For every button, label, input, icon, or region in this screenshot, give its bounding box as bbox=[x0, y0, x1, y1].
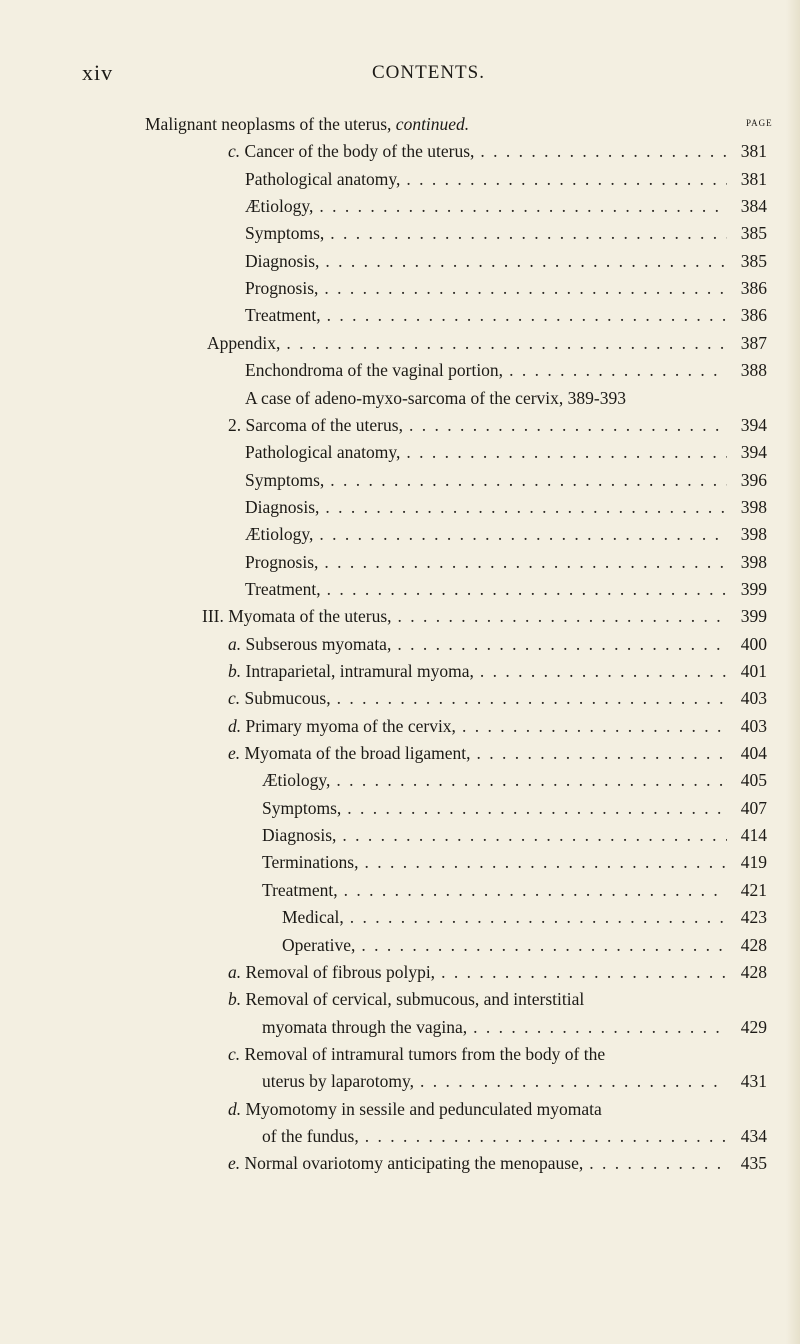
toc-entry-page: 399 bbox=[740, 578, 767, 599]
toc-entry-text: Submucous, bbox=[244, 688, 331, 709]
toc-entry bbox=[245, 358, 767, 382]
leader-dots bbox=[467, 1015, 727, 1039]
leader-dots bbox=[344, 905, 727, 929]
page-number: xiv bbox=[82, 60, 114, 85]
toc-entry bbox=[245, 440, 767, 464]
toc-entry bbox=[228, 632, 767, 656]
toc-entry-label bbox=[145, 112, 469, 136]
toc-entry-text: Ætiology, bbox=[245, 524, 314, 545]
page-header bbox=[82, 60, 722, 90]
toc-entry-text: Terminations, bbox=[262, 852, 359, 873]
toc-entry bbox=[207, 331, 767, 355]
toc-entry-prefix: d. bbox=[228, 715, 242, 736]
toc-entry-page: 414 bbox=[740, 825, 767, 846]
toc-entry-label bbox=[245, 221, 324, 245]
toc-entry-prefix: a. bbox=[228, 961, 242, 982]
toc-entry-page: 428 bbox=[740, 934, 767, 955]
leader-dots bbox=[400, 440, 727, 464]
toc-entry-prefix: a. bbox=[228, 633, 242, 654]
toc-entry-page: 435 bbox=[740, 1153, 767, 1174]
toc-entry-page: 429 bbox=[740, 1016, 767, 1037]
toc-entry bbox=[245, 386, 767, 410]
toc-entry-label bbox=[262, 823, 336, 847]
toc-entry-text: Appendix, bbox=[207, 332, 281, 353]
toc-entry-text: A case of adeno-myxo-sarcoma of the cervix, 389-393 bbox=[245, 387, 626, 408]
toc-entry-text: Cancer of the body of the uterus, bbox=[244, 141, 475, 162]
toc-entry-page: 434 bbox=[740, 1125, 767, 1146]
leader-dots bbox=[324, 468, 727, 492]
toc-entry-label bbox=[245, 194, 313, 218]
toc-entry-text: Pathological anatomy, bbox=[245, 168, 401, 189]
toc-entry-italic: continued. bbox=[395, 114, 470, 134]
leader-dots bbox=[318, 276, 727, 300]
leader-dots bbox=[319, 249, 727, 273]
toc-entry-page: 386 bbox=[740, 305, 767, 326]
leader-dots bbox=[471, 741, 727, 765]
toc-entry bbox=[228, 960, 767, 984]
toc-entry-text: Primary myoma of the cervix, bbox=[245, 715, 456, 736]
leader-dots bbox=[456, 714, 727, 738]
leader-dots bbox=[330, 768, 727, 792]
toc-entry-label bbox=[228, 659, 474, 683]
toc-entry-page: 394 bbox=[740, 442, 767, 463]
toc-entry-prefix: b. bbox=[228, 989, 242, 1010]
leader-dots bbox=[403, 413, 727, 437]
leader-dots bbox=[336, 823, 727, 847]
leader-dots bbox=[392, 604, 727, 628]
toc-entry-text: Removal of cervical, submucous, and interstitial bbox=[245, 989, 585, 1010]
toc-entry-page: 396 bbox=[740, 469, 767, 490]
leader-dots bbox=[280, 331, 727, 355]
toc-entry-text: Enchondroma of the vaginal portion, bbox=[245, 360, 504, 381]
toc-entry-text: Myomotomy in sessile and pedunculated myomata bbox=[245, 1098, 602, 1119]
toc-entry-page: 423 bbox=[740, 907, 767, 928]
page-edge-shadow bbox=[786, 0, 800, 1344]
leader-dots bbox=[400, 167, 727, 191]
leader-dots bbox=[313, 194, 727, 218]
toc-entry-page: 401 bbox=[740, 661, 767, 681]
toc-entry bbox=[245, 468, 767, 492]
toc-entry-label bbox=[245, 386, 626, 410]
toc-entry bbox=[245, 276, 767, 300]
toc-entry-text: Normal ovariotomy anticipating the menopause, bbox=[244, 1153, 584, 1174]
toc-entry bbox=[228, 139, 767, 163]
toc-entry-label bbox=[262, 1015, 467, 1039]
toc-entry-page: 403 bbox=[740, 715, 767, 736]
toc-entry-label bbox=[228, 686, 331, 710]
toc-entry-page: 387 bbox=[740, 332, 767, 353]
toc-entry bbox=[228, 686, 767, 710]
toc-entry bbox=[262, 1069, 767, 1093]
toc-entry-page: 381 bbox=[740, 141, 767, 162]
toc-entry-text: Sarcoma of the uterus, bbox=[245, 414, 403, 435]
leader-dots bbox=[313, 522, 727, 546]
toc-entry-label bbox=[245, 167, 400, 191]
toc-entry bbox=[228, 1097, 767, 1121]
toc-entry-text: Diagnosis, bbox=[245, 496, 320, 517]
toc-entry-label bbox=[228, 714, 456, 738]
toc-entry-label bbox=[262, 1069, 414, 1093]
toc-entry bbox=[228, 1151, 767, 1175]
toc-entry-text: Removal of fibrous polypi, bbox=[245, 961, 436, 982]
toc-entry bbox=[228, 741, 767, 765]
toc-entry-text: Malignant neoplasms of the uterus, bbox=[145, 114, 396, 134]
leader-dots bbox=[341, 796, 727, 820]
toc-entry-prefix: c. bbox=[228, 688, 241, 709]
leader-dots bbox=[358, 850, 727, 874]
toc-entry bbox=[262, 850, 767, 874]
toc-entry-label bbox=[228, 1042, 605, 1066]
toc-entry-label bbox=[207, 331, 280, 355]
toc-entry bbox=[245, 550, 767, 574]
toc-entry-label bbox=[245, 468, 324, 492]
toc-entry bbox=[245, 495, 767, 519]
toc-entry-label bbox=[245, 358, 503, 382]
toc-entry-label bbox=[245, 495, 319, 519]
toc-entry-label bbox=[228, 139, 474, 163]
toc-entry-label bbox=[228, 741, 471, 765]
toc-entry-text: of the fundus, bbox=[262, 1125, 359, 1146]
toc-entry-page: 431 bbox=[740, 1071, 767, 1092]
toc-entry-label bbox=[202, 604, 392, 628]
running-title: CONTENTS. bbox=[372, 62, 485, 83]
toc-entry-label bbox=[262, 796, 341, 820]
toc-entry-text: Diagnosis, bbox=[245, 250, 320, 271]
leader-dots bbox=[503, 358, 727, 382]
toc-entry bbox=[145, 112, 767, 136]
toc-entry-text: Subserous myomata, bbox=[245, 633, 392, 654]
toc-entry-prefix: d. bbox=[228, 1098, 242, 1119]
toc-entry-text: Pathological anatomy, bbox=[245, 442, 401, 463]
toc-entry bbox=[262, 1124, 767, 1148]
toc-entry-page: 428 bbox=[740, 961, 767, 982]
toc-entry-label bbox=[262, 768, 330, 792]
toc-entry-label bbox=[262, 878, 338, 902]
leader-dots bbox=[318, 550, 727, 574]
leader-dots bbox=[324, 221, 727, 245]
toc-entry bbox=[228, 659, 767, 683]
toc-entry-text: Intraparietal, intramural myoma, bbox=[245, 661, 474, 681]
toc-entry bbox=[282, 905, 767, 929]
toc-entry-prefix: 2. bbox=[228, 414, 242, 435]
toc-entry-label bbox=[245, 550, 318, 574]
toc-entry bbox=[228, 987, 767, 1011]
leader-dots bbox=[474, 659, 727, 683]
toc-entry bbox=[262, 768, 767, 792]
toc-entry-text: Prognosis, bbox=[245, 278, 319, 299]
toc-entry-page: 381 bbox=[740, 168, 767, 189]
toc-entry-page: 421 bbox=[740, 879, 767, 900]
leader-dots bbox=[391, 632, 727, 656]
toc-entry-text: Ætiology, bbox=[245, 196, 314, 217]
toc-entry-label bbox=[245, 577, 321, 601]
toc-entry bbox=[282, 933, 767, 957]
toc-entry-page: 385 bbox=[740, 223, 767, 244]
toc-entry bbox=[262, 823, 767, 847]
leader-dots bbox=[319, 495, 727, 519]
toc-entry-label bbox=[245, 276, 318, 300]
leader-dots bbox=[474, 139, 727, 163]
toc-entry-label bbox=[282, 933, 355, 957]
toc-entry bbox=[228, 413, 767, 437]
toc-entry-label bbox=[245, 522, 313, 546]
toc-entry-page: 385 bbox=[740, 250, 767, 271]
toc-entry-label bbox=[228, 413, 403, 437]
toc-entry-text: Myomata of the uterus, bbox=[228, 606, 392, 627]
toc-entry-prefix: c. bbox=[228, 141, 241, 162]
toc-entry-text: Ætiology, bbox=[262, 770, 331, 791]
toc-entry-text: uterus by laparotomy, bbox=[262, 1071, 414, 1092]
toc-entry-label bbox=[228, 1097, 602, 1121]
toc-entry-page: 398 bbox=[740, 551, 767, 572]
toc-entry bbox=[245, 221, 767, 245]
toc-entry-label bbox=[228, 960, 435, 984]
toc-entry-page: 419 bbox=[740, 852, 767, 873]
toc-entry-label bbox=[245, 249, 319, 273]
toc-entry bbox=[228, 714, 767, 738]
toc-entry bbox=[245, 167, 767, 191]
toc-entry bbox=[202, 604, 767, 628]
toc-entry-text: Symptoms, bbox=[245, 469, 325, 490]
toc-entry-text: Treatment, bbox=[245, 578, 321, 599]
leader-dots bbox=[435, 960, 727, 984]
toc-entry-prefix: b. bbox=[228, 661, 242, 681]
toc-entry-text: Myomata of the broad ligament, bbox=[244, 743, 471, 764]
toc-entry-text: myomata through the vagina, bbox=[262, 1016, 468, 1037]
toc-entry-page: 394 bbox=[740, 414, 767, 435]
toc-entry-text: Diagnosis, bbox=[262, 825, 337, 846]
toc-entry-text: Symptoms, bbox=[245, 223, 325, 244]
leader-dots bbox=[321, 303, 727, 327]
toc-entry-page: 407 bbox=[740, 797, 767, 818]
toc-entry-label bbox=[228, 1151, 583, 1175]
leader-dots bbox=[338, 878, 727, 902]
page-column-label: PAGE bbox=[746, 118, 773, 128]
toc-entry-label bbox=[282, 905, 344, 929]
leader-dots bbox=[355, 933, 727, 957]
toc-entry-label bbox=[228, 987, 584, 1011]
leader-dots bbox=[583, 1151, 727, 1175]
toc-entry-text: Medical, bbox=[282, 907, 344, 928]
toc-entry bbox=[245, 194, 767, 218]
toc-entry-text: Operative, bbox=[282, 934, 356, 955]
toc-entry-prefix: III. bbox=[202, 606, 224, 627]
toc-entry-page: 400 bbox=[740, 633, 767, 654]
toc-entry-page: 405 bbox=[740, 770, 767, 791]
toc-entry-label bbox=[245, 440, 400, 464]
toc-entry-prefix: c. bbox=[228, 1043, 241, 1064]
toc-entry-page: 399 bbox=[740, 606, 767, 627]
toc-entry-page: 388 bbox=[740, 360, 767, 381]
toc-entry-page: 398 bbox=[740, 524, 767, 545]
toc-entry bbox=[262, 796, 767, 820]
toc-entry-page: 398 bbox=[740, 496, 767, 517]
toc-entry-text: Removal of intramural tumors from the body of the bbox=[244, 1043, 606, 1064]
toc-entry-label bbox=[262, 850, 358, 874]
toc-entry-page: 384 bbox=[740, 196, 767, 217]
toc-entry-prefix: e. bbox=[228, 1153, 241, 1174]
toc-entry bbox=[245, 522, 767, 546]
toc-entry-text: Prognosis, bbox=[245, 551, 319, 572]
toc-entry bbox=[245, 577, 767, 601]
toc-entry bbox=[245, 249, 767, 273]
toc-entry-text: Treatment, bbox=[245, 305, 321, 326]
toc-entry-label bbox=[228, 632, 391, 656]
toc-entry-text: Treatment, bbox=[262, 879, 338, 900]
toc-entry bbox=[228, 1042, 767, 1066]
toc-entry bbox=[262, 1015, 767, 1039]
toc-entry-page: 404 bbox=[740, 743, 767, 764]
toc-entry-page: 403 bbox=[740, 688, 767, 709]
toc-entry-text: Symptoms, bbox=[262, 797, 342, 818]
leader-dots bbox=[359, 1124, 727, 1148]
toc-entry bbox=[262, 878, 767, 902]
leader-dots bbox=[414, 1069, 727, 1093]
toc-entry-prefix: e. bbox=[228, 743, 241, 764]
toc-entry bbox=[245, 303, 767, 327]
toc-entry-label bbox=[262, 1124, 359, 1148]
leader-dots bbox=[331, 686, 727, 710]
toc-entry-label bbox=[245, 303, 321, 327]
leader-dots bbox=[321, 577, 727, 601]
toc-entry-page: 386 bbox=[740, 278, 767, 299]
